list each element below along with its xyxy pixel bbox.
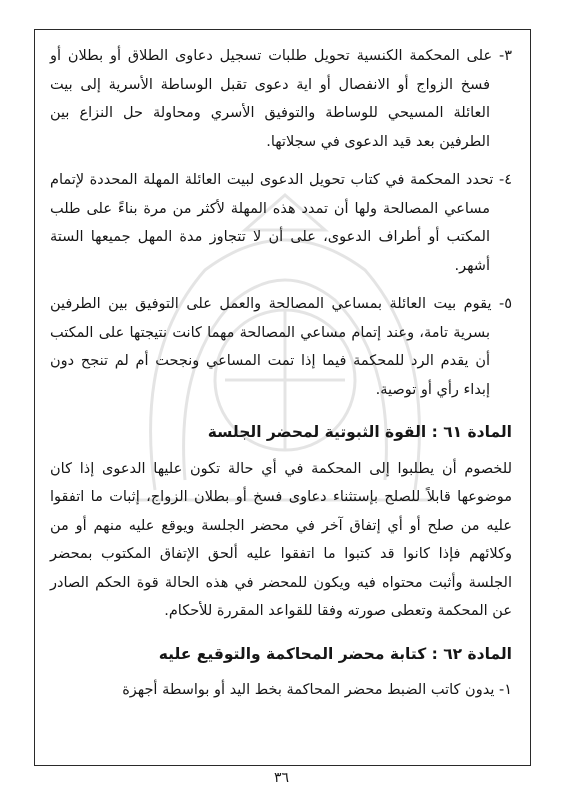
article-61-text: للخصوم أن يطلبوا إلى المحكمة في أي حالة تكون عليها الدعوى إذا كان موضوعها قابلاً للصلح بإستثناء دعاوى فسخ أو بطلان الزواج، إثبات ما اتفقوا عليه من صلح أو أي إتفاق آخر في محضر الجلسة ويوقع عليه منهم أو من وكلائهم فإذا كانوا قد كتبوا ما اتفقوا عليه ألحق الإتفاق المكتوب بمحضر الجلسة وأثبت محتواه فيه ويكون للمحضر في هذه الحالة قوة الحكم الصادر عن المحكمة وتعطى صورته وفقا للقواعد المقررة للأحكام. (50, 460, 512, 619)
article-62-heading: المادة ٦٢ : كتابة محضر المحاكمة والتوقيع عليه (158, 644, 512, 663)
clause-3: ٣- على المحكمة الكنسية تحويل طلبات تسجيل دعاوى الطلاق أو بطلان أو فسخ الزواج أو الانفصال أو اية دعوى تقبل الوساطة الأسرية إلى بيت العائلة المسيحي للوساطة والتوفيق الأسري ومحاولة حل النزاع بين الطرفين بعد قيد الدعوى في سجلاتها. (50, 48, 512, 150)
article-61-heading: المادة ٦١ : القوة الثبوتية لمحضر الجلسة (207, 423, 512, 441)
article-62-clause-1: ١- يدون كاتب الضبط محضر المحاكمة بخط اليد أو بواسطة أجهزة (122, 682, 512, 698)
page-number: ٣٦ (273, 770, 290, 786)
clause-5: ٥- يقوم بيت العائلة بمساعي المصالحة والعمل على التوفيق بين الطرفين بسرية تامة، وعند إتمام مساعي المصالحة مهما كانت نتيجتها على المكتب أن يقدم الرد للمحكمة فيما إذا تمت المساعي ونجحت أم لم تنجح دون إبداء رأي أو توصية. (50, 296, 512, 398)
page-content (50, 42, 512, 715)
clause-4: ٤- تحدد المحكمة في كتاب تحويل الدعوى لبيت العائلة المهلة المحددة لإتمام مساعي المصالحة ولها أن تمدد هذه المهلة لأكثر من مرة بناءً على طلب المكتب أو أطراف الدعوى، على أن لا تتجاوز مدة المهل جميعها الستة أشهر. (50, 172, 512, 274)
